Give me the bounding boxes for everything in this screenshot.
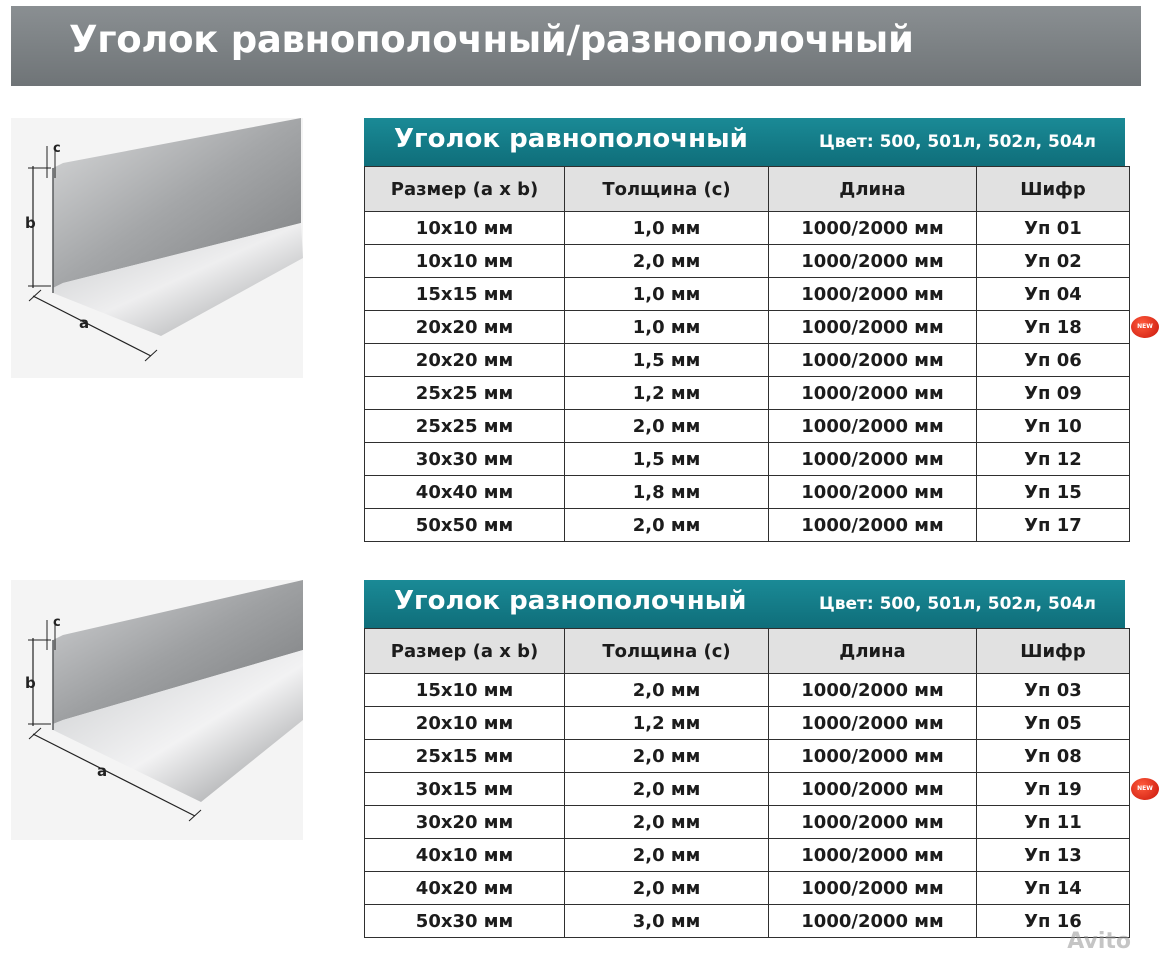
cell-thickness: 2,0 мм <box>565 839 769 872</box>
cell-length: 1000/2000 мм <box>769 509 977 542</box>
cell-thickness: 2,0 мм <box>565 740 769 773</box>
cell-code: Уп 14 <box>977 872 1130 905</box>
cell-size: 15х15 мм <box>365 278 565 311</box>
angle-profile-illustration <box>11 118 303 378</box>
cell-size: 40х10 мм <box>365 839 565 872</box>
cell-code: Уп 11 <box>977 806 1130 839</box>
cell-length: 1000/2000 мм <box>769 905 977 938</box>
new-badge-icon: NEW <box>1131 316 1159 338</box>
cell-code: Уп 15 <box>977 476 1130 509</box>
cell-size: 40х20 мм <box>365 872 565 905</box>
cell-code: Уп 01 <box>977 212 1130 245</box>
cell-thickness: 2,0 мм <box>565 773 769 806</box>
cell-size: 25х25 мм <box>365 410 565 443</box>
panel-header <box>364 580 1125 628</box>
table-row <box>365 377 1130 410</box>
cell-code: Уп 09 <box>977 377 1130 410</box>
cell-thickness: 2,0 мм <box>565 245 769 278</box>
table-row <box>365 740 1130 773</box>
color-note: Цвет: 500, 501л, 502л, 504л <box>818 594 1096 614</box>
page-title: Уголок равнополочный/разнополочный <box>69 18 914 61</box>
cell-code: Уп 12 <box>977 443 1130 476</box>
cell-code: Уп 18 NEW <box>977 311 1130 344</box>
table-row <box>365 773 1130 806</box>
table-row <box>365 872 1130 905</box>
cell-length: 1000/2000 мм <box>769 806 977 839</box>
cell-size: 30х30 мм <box>365 443 565 476</box>
cell-thickness: 1,8 мм <box>565 476 769 509</box>
cell-length: 1000/2000 мм <box>769 773 977 806</box>
cell-thickness: 1,5 мм <box>565 344 769 377</box>
angle-profile-illustration <box>11 580 303 840</box>
cell-thickness: 2,0 мм <box>565 872 769 905</box>
dimension-label-b: b <box>25 674 36 692</box>
color-note: Цвет: 500, 501л, 502л, 504л <box>818 132 1096 152</box>
cell-size: 25х25 мм <box>365 377 565 410</box>
cell-code: Уп 02 <box>977 245 1130 278</box>
table-row <box>365 674 1130 707</box>
cell-code: Уп 04 <box>977 278 1130 311</box>
dimension-label-a: a <box>97 762 108 780</box>
cell-length: 1000/2000 мм <box>769 377 977 410</box>
cell-size: 10х10 мм <box>365 245 565 278</box>
panel-title: Уголок равнополочный <box>394 124 748 154</box>
cell-length: 1000/2000 мм <box>769 410 977 443</box>
table-header-row <box>365 629 1130 674</box>
panel-title: Уголок разнополочный <box>394 586 747 616</box>
column-header-code: Шифр <box>977 167 1130 212</box>
equal-angle-table <box>364 166 1153 542</box>
column-header-length: Длина <box>769 629 977 674</box>
column-header-thickness: Толщина (c) <box>565 629 769 674</box>
table-body <box>365 212 1153 542</box>
cell-length: 1000/2000 мм <box>769 707 977 740</box>
equal-angle-panel <box>364 118 1153 542</box>
cell-length: 1000/2000 мм <box>769 839 977 872</box>
cell-code: Уп 03 <box>977 674 1130 707</box>
watermark: Avito <box>1067 929 1131 954</box>
cell-code: Уп 08 <box>977 740 1130 773</box>
cell-thickness: 2,0 мм <box>565 410 769 443</box>
cell-size: 15х10 мм <box>365 674 565 707</box>
cell-length: 1000/2000 мм <box>769 278 977 311</box>
column-header-thickness: Толщина (c) <box>565 167 769 212</box>
column-header-code: Шифр <box>977 629 1130 674</box>
cell-thickness: 3,0 мм <box>565 905 769 938</box>
cell-length: 1000/2000 мм <box>769 443 977 476</box>
cell-size: 10х10 мм <box>365 212 565 245</box>
cell-length: 1000/2000 мм <box>769 476 977 509</box>
unequal-angle-drawing <box>11 580 303 840</box>
cell-length: 1000/2000 мм <box>769 344 977 377</box>
cell-code: Уп 19 NEW <box>977 773 1130 806</box>
table-body <box>365 674 1153 938</box>
dimension-label-c: c <box>53 615 61 630</box>
cell-thickness: 2,0 мм <box>565 806 769 839</box>
cell-code: Уп 17 <box>977 509 1130 542</box>
table-row <box>365 707 1130 740</box>
cell-length: 1000/2000 мм <box>769 740 977 773</box>
table-row <box>365 509 1130 542</box>
cell-size: 20х20 мм <box>365 311 565 344</box>
table-row <box>365 839 1130 872</box>
cell-thickness: 2,0 мм <box>565 674 769 707</box>
table-row <box>365 476 1130 509</box>
cell-size: 30х20 мм <box>365 806 565 839</box>
dimension-label-b: b <box>25 214 36 232</box>
cell-thickness: 1,5 мм <box>565 443 769 476</box>
table-row <box>365 278 1130 311</box>
column-header-size: Размер (a x b) <box>365 629 565 674</box>
table-row <box>365 410 1130 443</box>
table-header-row <box>365 167 1130 212</box>
cell-thickness: 1,2 мм <box>565 377 769 410</box>
dimension-label-c: c <box>53 141 61 156</box>
table-row <box>365 905 1130 938</box>
cell-length: 1000/2000 мм <box>769 311 977 344</box>
cell-code: Уп 13 <box>977 839 1130 872</box>
table-row <box>365 245 1130 278</box>
table-row <box>365 806 1130 839</box>
cell-thickness: 2,0 мм <box>565 509 769 542</box>
table-row <box>365 212 1130 245</box>
table-row <box>365 443 1130 476</box>
unequal-angle-panel <box>364 580 1153 938</box>
column-header-size: Размер (a x b) <box>365 167 565 212</box>
cell-thickness: 1,2 мм <box>565 707 769 740</box>
cell-code: Уп 10 <box>977 410 1130 443</box>
unequal-angle-table <box>364 628 1153 938</box>
cell-length: 1000/2000 мм <box>769 674 977 707</box>
cell-thickness: 1,0 мм <box>565 278 769 311</box>
cell-length: 1000/2000 мм <box>769 212 977 245</box>
cell-size: 20х10 мм <box>365 707 565 740</box>
title-banner <box>11 6 1141 86</box>
cell-length: 1000/2000 мм <box>769 872 977 905</box>
table-row <box>365 344 1130 377</box>
new-badge-icon: NEW <box>1131 778 1159 800</box>
cell-thickness: 1,0 мм <box>565 311 769 344</box>
cell-code: Уп 06 <box>977 344 1130 377</box>
cell-code: Уп 16 <box>977 905 1130 938</box>
equal-angle-drawing <box>11 118 303 378</box>
cell-size: 25х15 мм <box>365 740 565 773</box>
cell-size: 30х15 мм <box>365 773 565 806</box>
table-row <box>365 311 1130 344</box>
cell-size: 50х50 мм <box>365 509 565 542</box>
panel-header <box>364 118 1125 166</box>
cell-thickness: 1,0 мм <box>565 212 769 245</box>
dimension-label-a: a <box>79 314 90 332</box>
cell-length: 1000/2000 мм <box>769 245 977 278</box>
cell-code: Уп 05 <box>977 707 1130 740</box>
column-header-length: Длина <box>769 167 977 212</box>
cell-size: 20х20 мм <box>365 344 565 377</box>
cell-size: 50х30 мм <box>365 905 565 938</box>
cell-size: 40х40 мм <box>365 476 565 509</box>
